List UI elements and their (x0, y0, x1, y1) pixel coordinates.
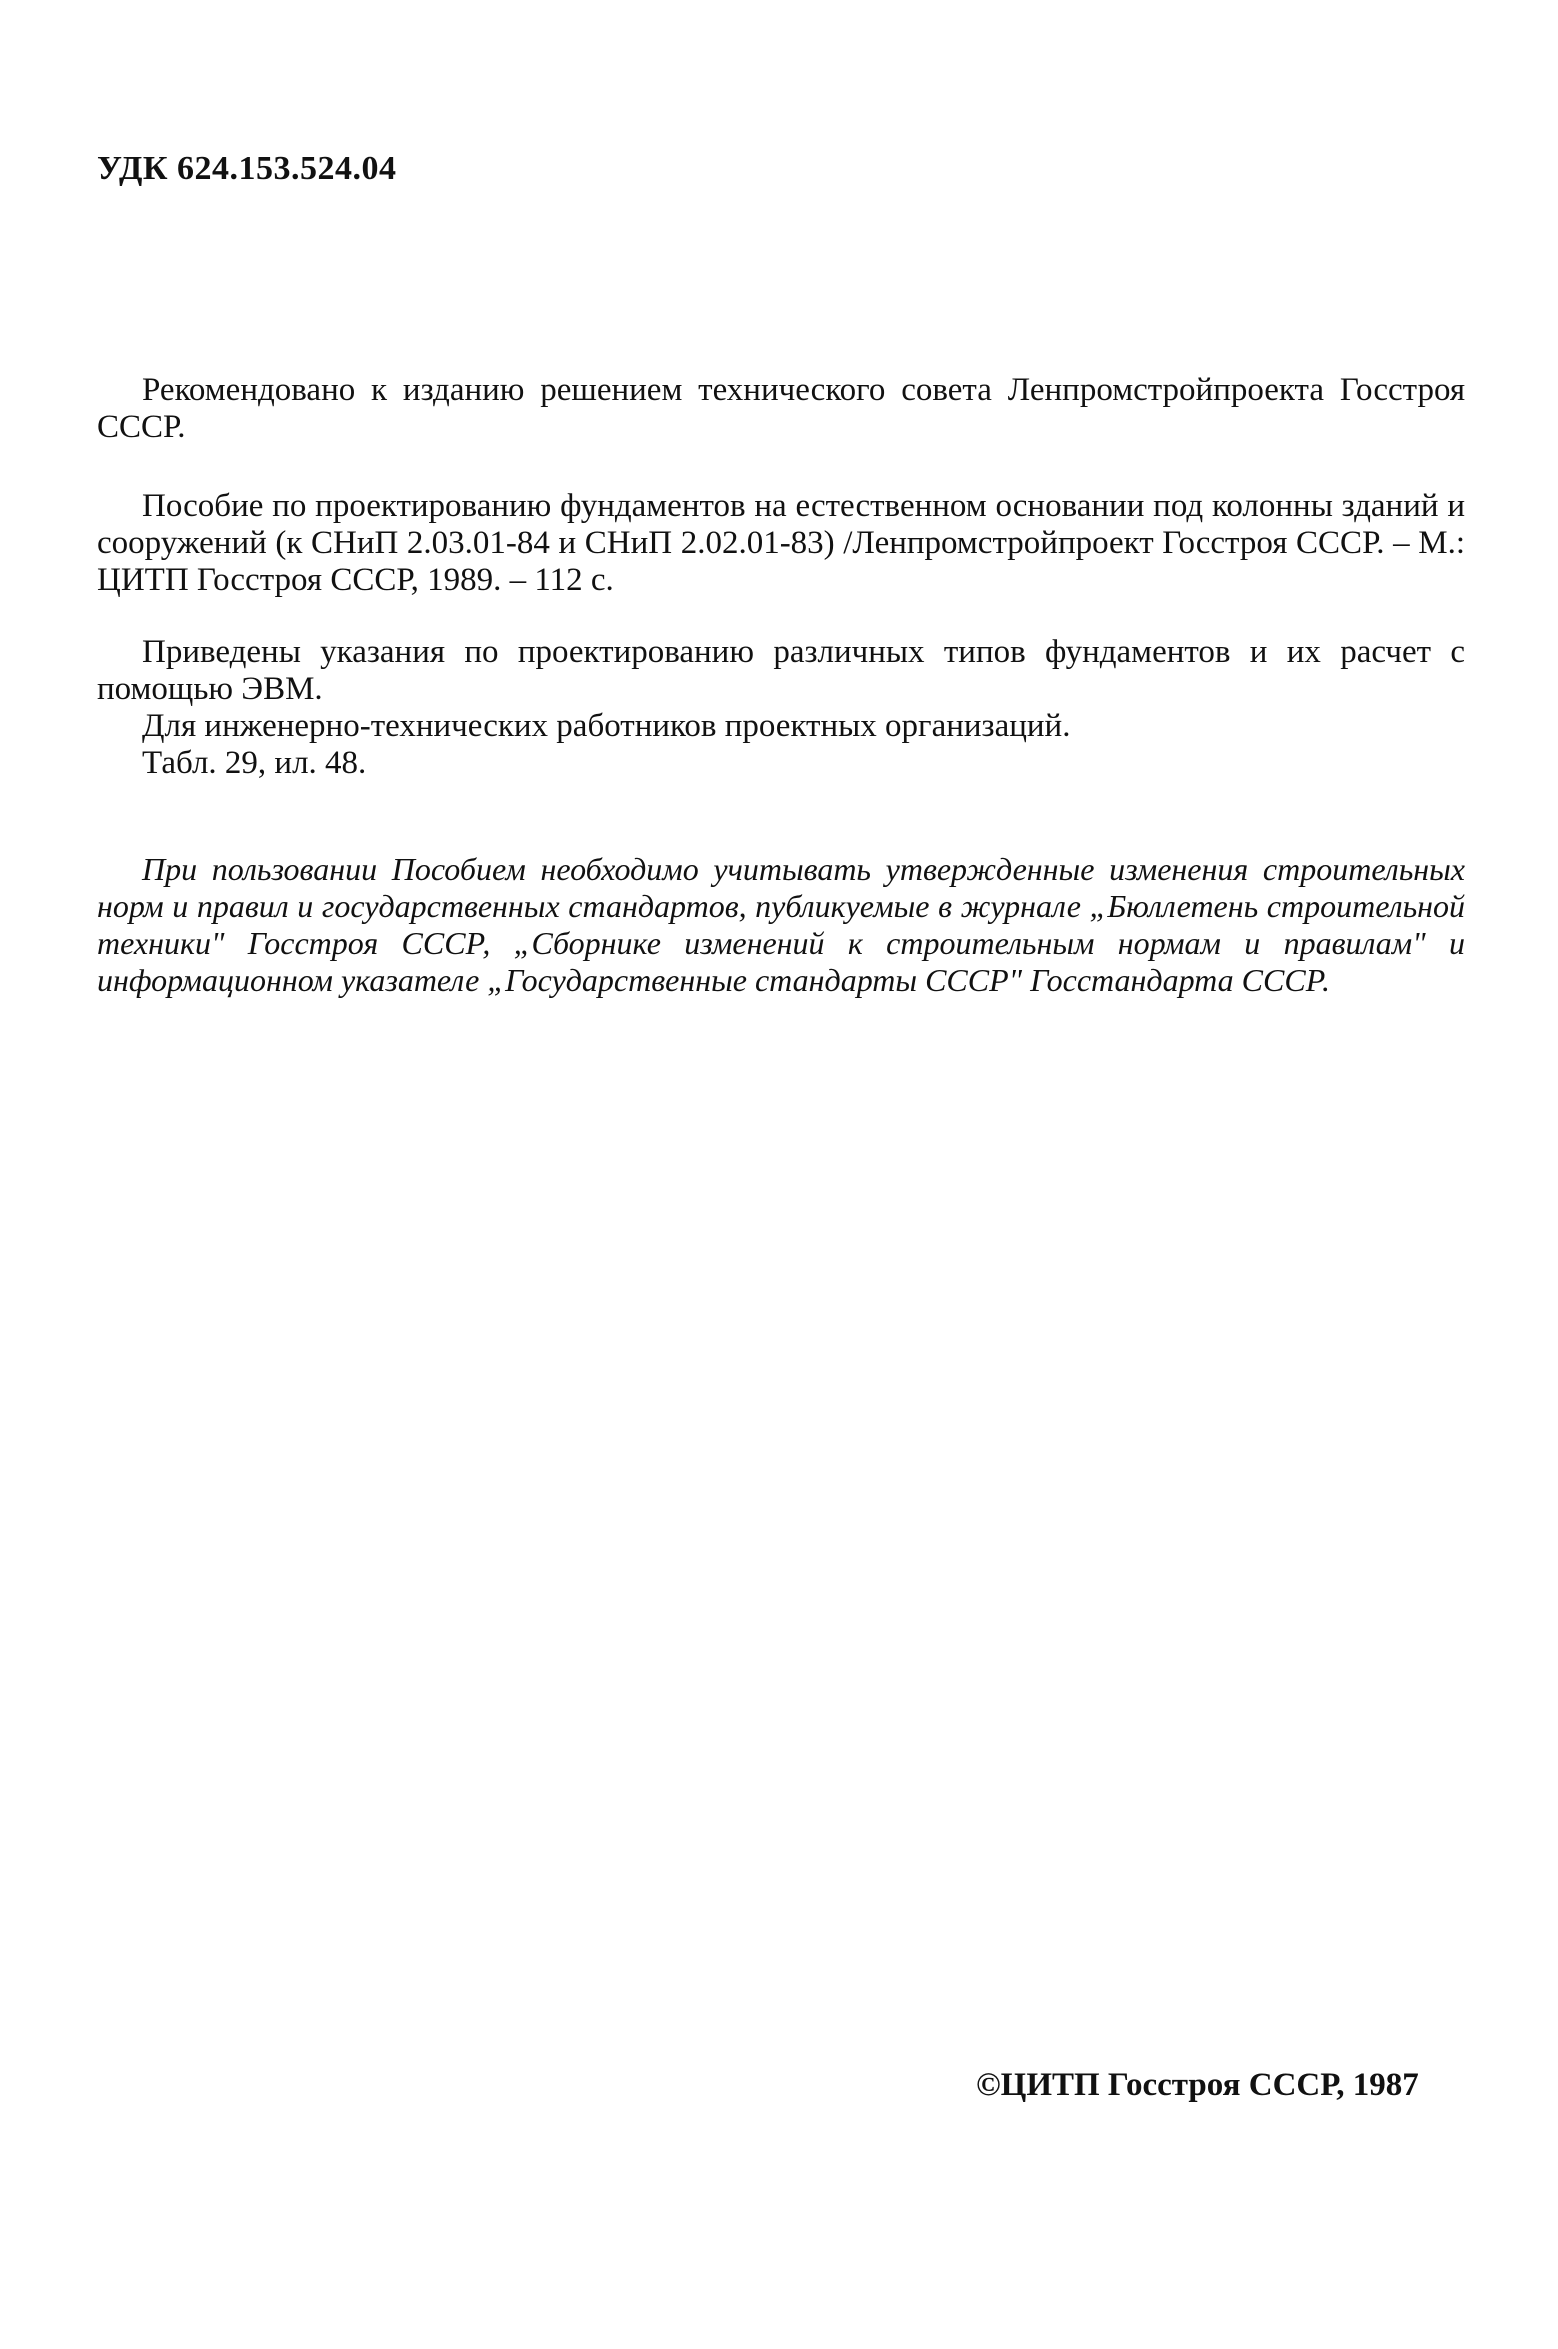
annotation-block (97, 634, 1465, 782)
bibliographic-entry: Пособие по проектированию фундаментов на естественном основании под колонны зданий и сооружений (к СНиП 2.03.01-84 и СНиП 2.02.01-83) /Ленпромстройпроект Госстроя СССР. – М.: ЦИТП Госстроя СССР, 1989. – 112 с. (97, 488, 1465, 598)
recommendation-block (97, 372, 1465, 446)
usage-notice (97, 851, 1465, 999)
tables-figures-count: Табл. 29, ил. 48. (142, 745, 367, 781)
udk-code: УДК 624.153.524.04 (97, 150, 397, 187)
recommendation-text: Рекомендовано к изданию решением технического совета Ленпромстройпроекта Госстроя СССР. (97, 372, 1465, 445)
bibliographic-block (97, 488, 1465, 599)
annotation-text: Приведены указания по проектированию различных типов фундаментов и их расчет с помощью ЭВМ. (97, 634, 1465, 707)
copyright-line: ©ЦИТП Госстроя СССР, 1987 (976, 2067, 1419, 2103)
usage-notice-text: При пользовании Пособием необходимо учитывать утвержденные изменения строительных норм и правил и государственных стандартов, публикуемые в журнале „Бюллетень строительной техники" Госстроя СССР, „Сборнике изменений к строительным нормам и правилам" и информационном указателе „Государственные стандарты СССР" Госстандарта СССР. (97, 851, 1465, 998)
audience-text: Для инженерно-технических работников проектных организаций. (142, 708, 1071, 744)
